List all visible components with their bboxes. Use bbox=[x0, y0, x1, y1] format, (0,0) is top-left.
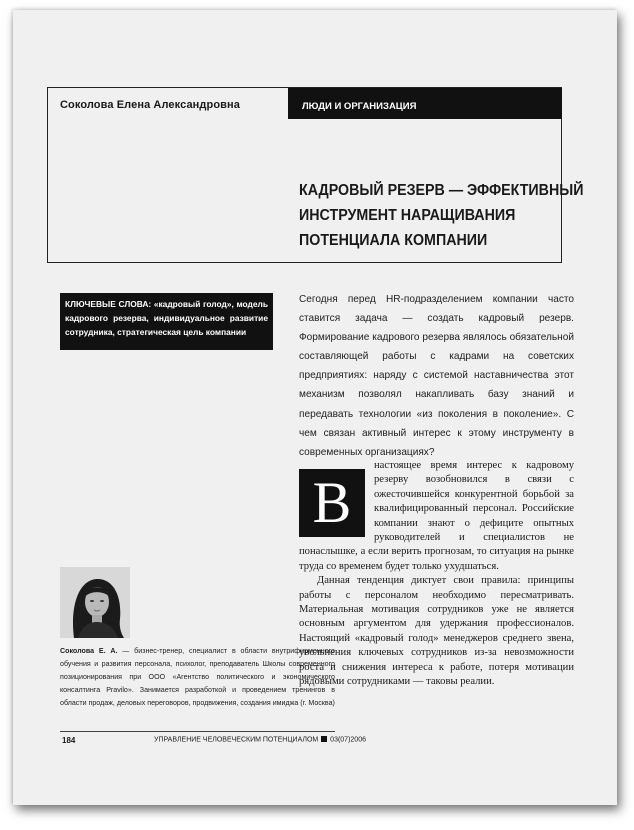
bio-name: Соколова Е. А. bbox=[60, 647, 118, 655]
square-bullet-icon bbox=[321, 736, 327, 742]
bio-text: — бизнес-тренер, специалист в области внутрифирменного обучения и развития персонала, психолог, преподаватель Школы современного позиционирования при ООО «Агентство политического и экономического консалтинга Pravilo». Занимается разработкой и проведением тренингов в области продаж, деловых переговоров, продвижения, создания имиджа (г. Москва) bbox=[60, 647, 335, 708]
lead-paragraph bbox=[299, 290, 574, 462]
footer-rule bbox=[60, 731, 335, 732]
dropcap: В bbox=[299, 469, 365, 537]
title-line-2: ИНСТРУМЕНТ НАРАЩИВАНИЯ bbox=[299, 207, 516, 224]
journal-footer bbox=[154, 736, 366, 744]
issue-number: 03(07)2006 bbox=[330, 736, 366, 744]
author-name: Соколова Елена Александровна bbox=[60, 99, 240, 111]
journal-title: УПРАВЛЕНИЕ ЧЕЛОВЕЧЕСКИМ ПОТЕНЦИАЛОМ bbox=[154, 736, 319, 744]
author-bio bbox=[60, 645, 335, 710]
keywords-box: КЛЮЧЕВЫЕ СЛОВА: «кадровый голод», модель кадрового резерва, индивидуальное развитие сотрудника, стратегическая цель компании bbox=[60, 293, 273, 350]
author-photo bbox=[60, 567, 130, 638]
body-paragraph-2: Данная тенденция диктует свои правила: принципы работы с персоналом необходимо пересматривать. Материальная мотивация сотрудников уже не является основным аргументом для удержания профессионалов. Настоящий «кадровый голод» менеджеров среднего звена, увольнения ключевых сотрудников из-за невозможности роста и снижения интереса к работе, потеря мотивации рядовыми сотрудниками — таковы реалии. bbox=[299, 575, 574, 688]
portrait-image bbox=[60, 567, 130, 638]
article-title bbox=[299, 178, 584, 253]
section-label: ЛЮДИ И ОРГАНИЗАЦИЯ bbox=[288, 88, 562, 119]
title-line-1: КАДРОВЫЙ РЕЗЕРВ — ЭФФЕКТИВНЫЙ bbox=[299, 182, 584, 199]
lead-text: Сегодня перед HR-подразделением компании часто ставится задача — создать кадровый резерв. Формирование кадрового резерва являлось обязательной составляющей работы с кадрами на советских предприятиях: наряду с системой наставничества этот механизм позволял накапливать базу знаний и передавать технологии «из поколения в поколение». С чем связан активный интерес к этому инструменту в современных организациях? bbox=[299, 294, 574, 458]
title-line-3: ПОТЕНЦИАЛА КОМПАНИИ bbox=[299, 232, 488, 249]
page-number: 184 bbox=[62, 736, 76, 745]
body-paragraph-1: настоящее время интерес к кадровому резерву возобновился в связи с ожесточившейся конкурентной борьбой за квалифицированный персонал. Российские компании знают о дефиците опытных руководителей и специалистов не понаслышке, а если верить прогнозам, то ситуация на рынке труда со временем будет только ухудшаться. bbox=[299, 460, 574, 572]
